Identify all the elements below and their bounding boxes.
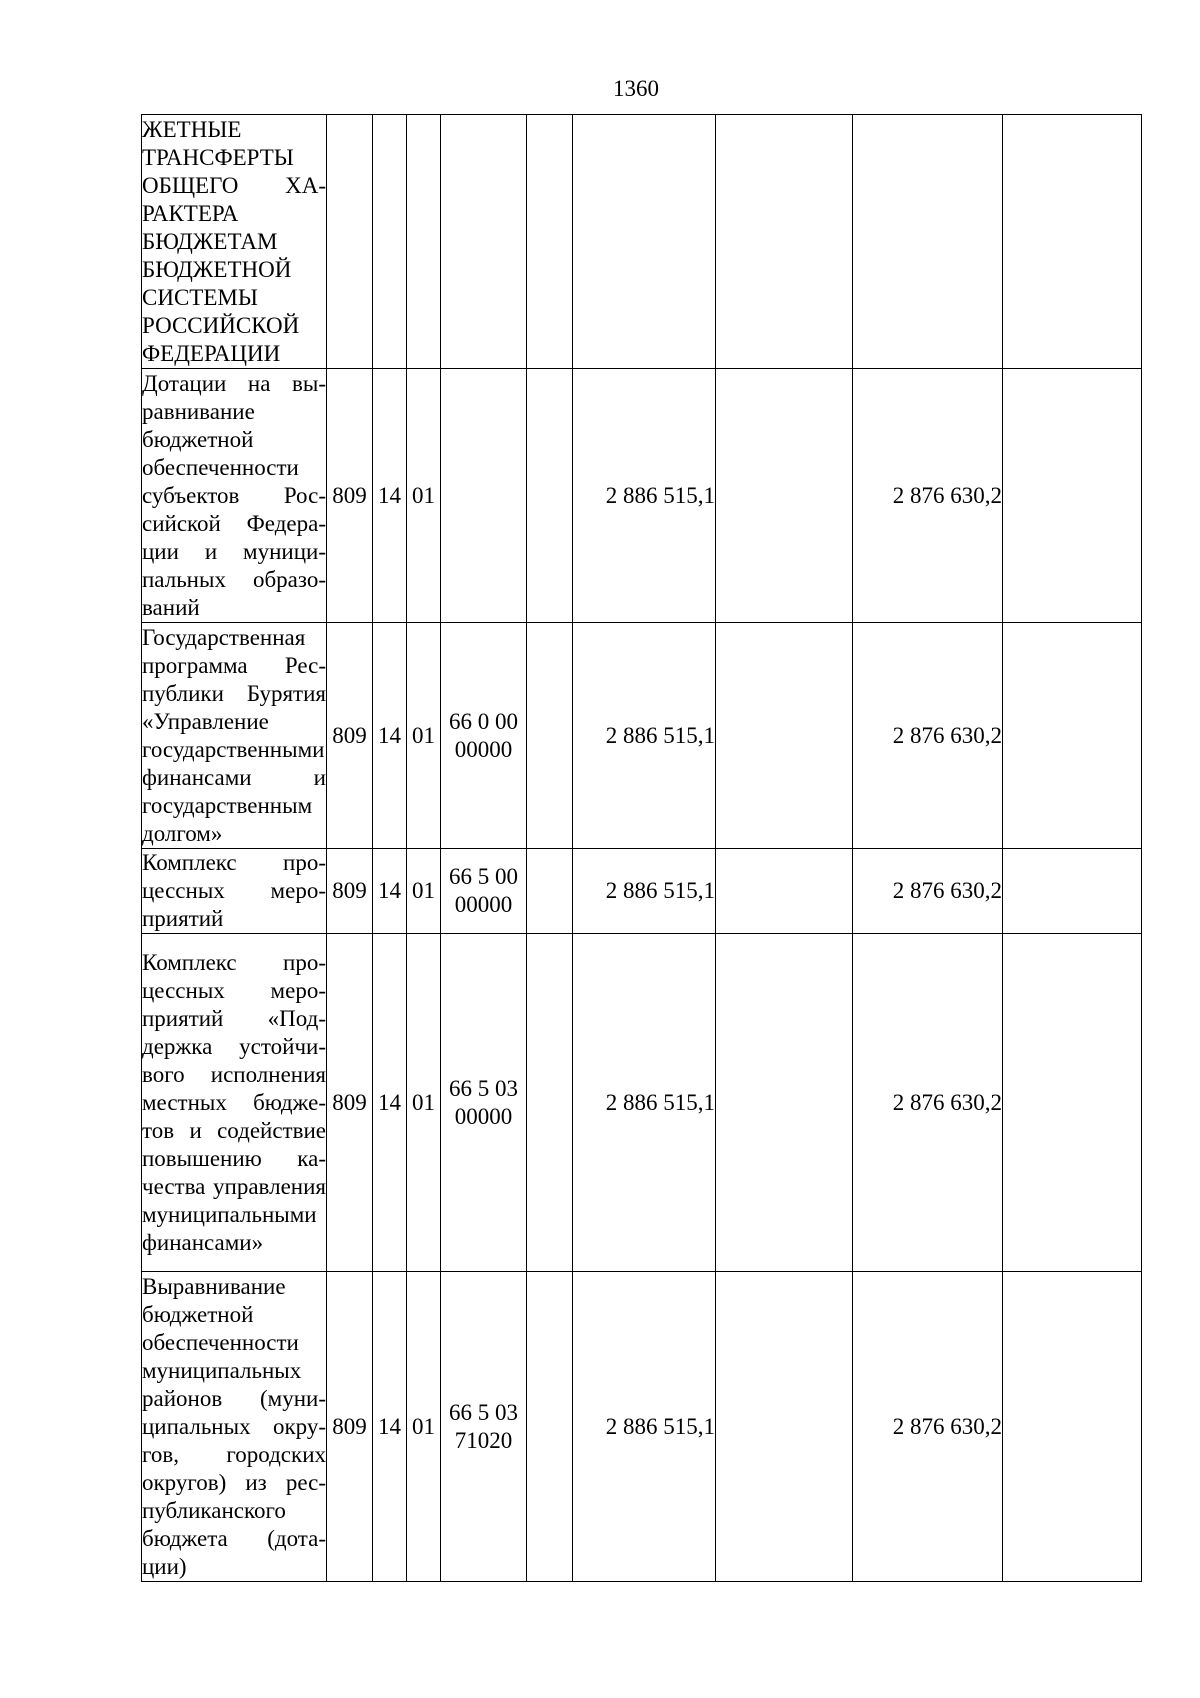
vr-cell (527, 934, 573, 1272)
sum-cell-3: 2 876 630,2 (853, 369, 1003, 623)
grbs-cell: 809 (327, 369, 373, 623)
empty-cell (716, 115, 853, 369)
empty-cell (407, 115, 441, 369)
table-row (142, 369, 1142, 623)
table-row-section-header (142, 115, 1142, 369)
csr-cell (441, 623, 527, 849)
sum-cell-1: 2 886 515,1 (573, 849, 716, 934)
row-name-cell: Выравнивание бюджетной обеспеченности муниципальных районов (муниципальных округов, городских округов) из республиканского бюджета (дотации) (142, 1272, 327, 1582)
row-name-cell: Государственная программа Республики Бурятия «Управление государственными финансами и государственным долгом» (142, 623, 327, 849)
rz-cell: 14 (373, 369, 407, 623)
csr-cell (441, 1272, 527, 1582)
empty-cell (1003, 115, 1142, 369)
csr-line-2: 00000 (454, 1103, 513, 1129)
sum-cell-4 (1003, 1272, 1142, 1582)
empty-cell (527, 115, 573, 369)
csr-line-1: 66 5 00 (449, 864, 518, 889)
sum-cell-4 (1003, 623, 1142, 849)
grbs-cell: 809 (327, 934, 373, 1272)
pr-cell: 01 (407, 369, 441, 623)
pr-cell: 01 (407, 934, 441, 1272)
csr-line-1: 66 0 00 (449, 708, 518, 734)
sum-cell-3: 2 876 630,2 (853, 1272, 1003, 1582)
sum-cell-4 (1003, 934, 1142, 1272)
table-row (142, 934, 1142, 1272)
csr-line-1: 66 5 03 (449, 1399, 518, 1425)
table-row (142, 623, 1142, 849)
grbs-cell: 809 (327, 1272, 373, 1582)
sum-cell-4 (1003, 369, 1142, 623)
vr-cell (527, 849, 573, 934)
grbs-cell: 809 (327, 849, 373, 934)
csr-cell (441, 369, 527, 623)
table-row (142, 849, 1142, 934)
sum-cell-1: 2 886 515,1 (573, 934, 716, 1272)
sum-cell-1: 2 886 515,1 (573, 623, 716, 849)
vr-cell (527, 1272, 573, 1582)
pr-cell: 01 (407, 1272, 441, 1582)
csr-cell (441, 934, 527, 1272)
sum-cell-2 (716, 623, 853, 849)
empty-cell (573, 115, 716, 369)
sum-cell-3: 2 876 630,2 (853, 849, 1003, 934)
rz-cell: 14 (373, 934, 407, 1272)
rz-cell: 14 (373, 1272, 407, 1582)
sum-cell-2 (716, 369, 853, 623)
budget-table (141, 114, 1142, 1582)
empty-cell (853, 115, 1003, 369)
csr-line-1: 66 5 03 (449, 1075, 518, 1101)
sum-cell-2 (716, 849, 853, 934)
page-number: 1360 (613, 76, 659, 101)
rz-cell: 14 (373, 623, 407, 849)
empty-cell (373, 115, 407, 369)
sum-cell-2 (716, 1272, 853, 1582)
csr-line-2: 00000 (454, 892, 513, 917)
sum-cell-1: 2 886 515,1 (573, 1272, 716, 1582)
row-name-cell: Дотации на выравнивание бюджетной обеспеченности субъектов Российской Федерации и муниципальных образований (142, 369, 327, 623)
sum-cell-2 (716, 934, 853, 1272)
csr-line-2: 71020 (454, 1427, 513, 1453)
empty-cell (441, 115, 527, 369)
csr-line-2: 00000 (454, 736, 513, 762)
sum-cell-3: 2 876 630,2 (853, 934, 1003, 1272)
vr-cell (527, 369, 573, 623)
sum-cell-1: 2 886 515,1 (573, 369, 716, 623)
grbs-cell: 809 (327, 623, 373, 849)
pr-cell: 01 (407, 623, 441, 849)
csr-cell (441, 849, 527, 934)
sum-cell-4 (1003, 849, 1142, 934)
table-row (142, 1272, 1142, 1582)
sum-cell-3: 2 876 630,2 (853, 623, 1003, 849)
empty-cell (327, 115, 373, 369)
rz-cell: 14 (373, 849, 407, 934)
row-name-cell: Комплекс процессных мероприятий «Поддержка устойчивого исполнения местных бюджетов и содействие повышению качества управления муниципальными финансами» (142, 934, 327, 1272)
row-name-cell: ЖЕТНЫЕ ТРАНСФЕРТЫ ОБЩЕГО ХАРАКТЕРА БЮДЖЕТАМ БЮДЖЕТНОЙ СИСТЕМЫ РОССИЙСКОЙ ФЕДЕРАЦИИ (142, 115, 327, 369)
pr-cell: 01 (407, 849, 441, 934)
row-name-cell: Комплекс процессных мероприятий (142, 849, 327, 934)
vr-cell (527, 623, 573, 849)
